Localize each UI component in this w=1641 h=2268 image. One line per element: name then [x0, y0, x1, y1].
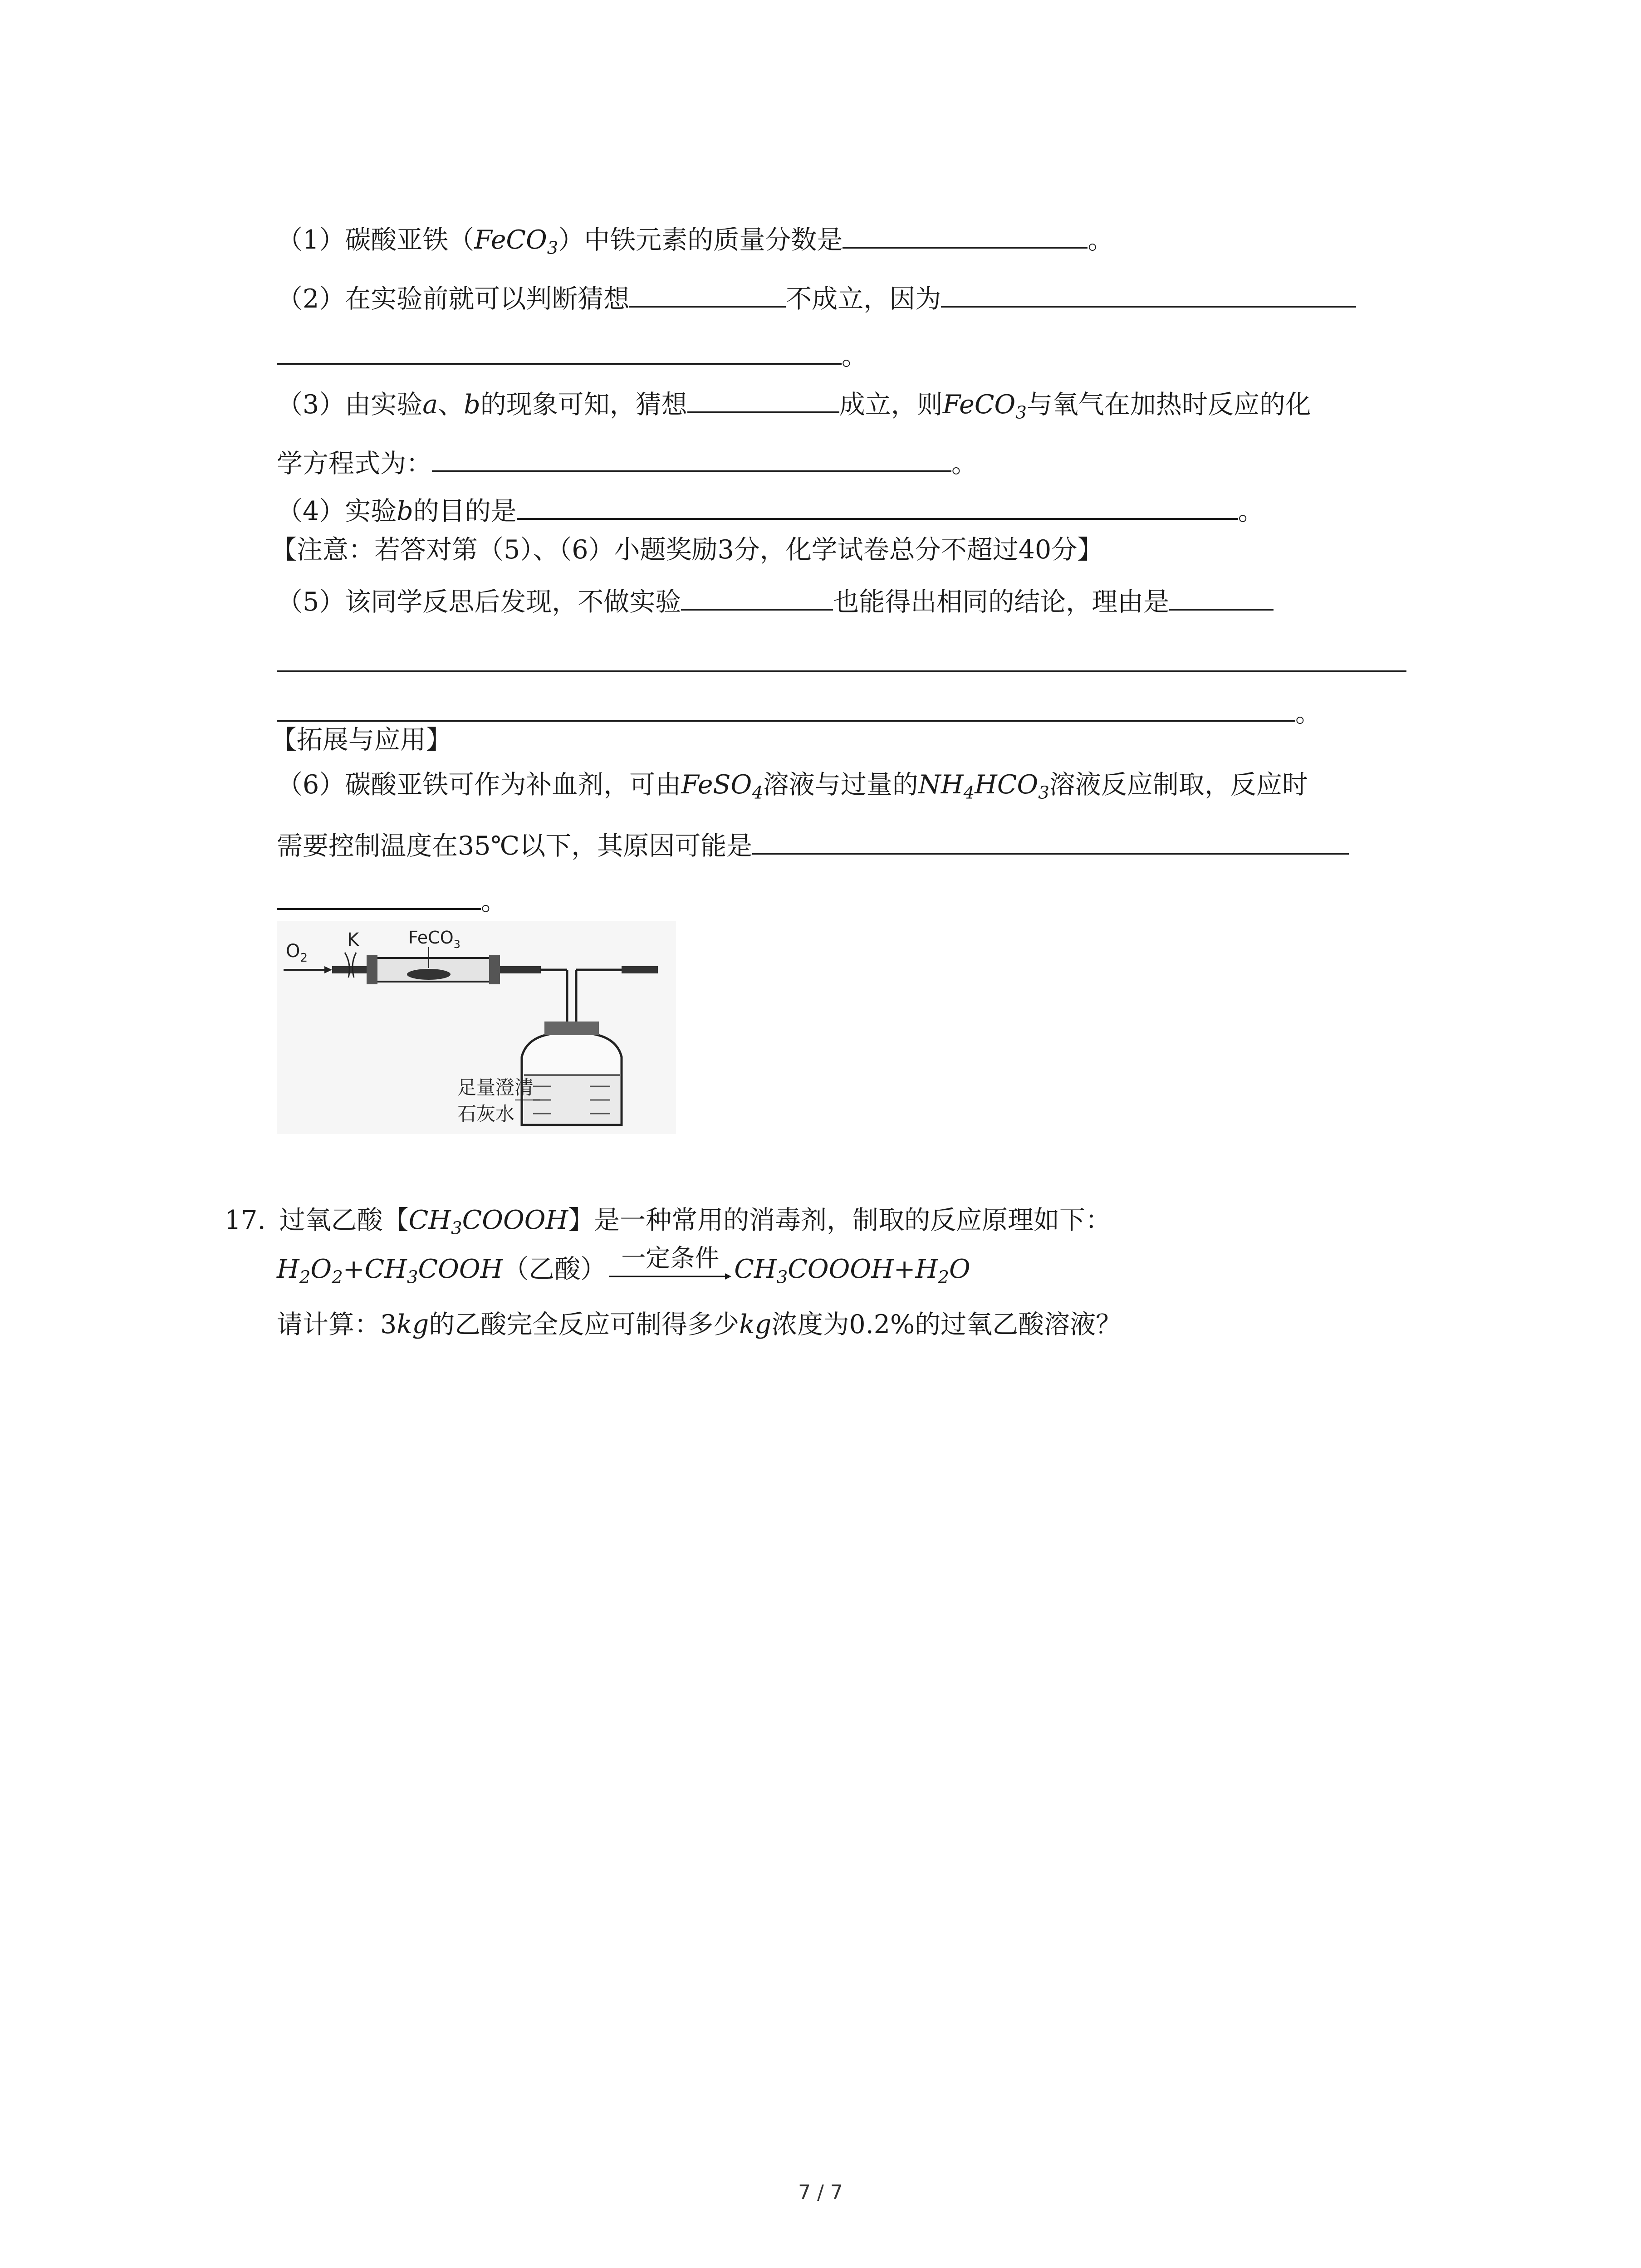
q3-equation-blank[interactable]: [432, 442, 951, 472]
q17-ask-suffix: 浓度为0.2%的过氧乙酸溶液？: [771, 1310, 1122, 1339]
q5-mid: 也能得出相同的结论，理由是: [833, 587, 1170, 617]
q5-end: 。: [1295, 698, 1321, 728]
q4-mid: 的目的是: [413, 496, 517, 526]
question-17: [225, 1202, 1111, 1238]
eq-ch3coooh: $CH_3COOOH$: [734, 1254, 894, 1288]
eq-acetic-note: （乙酸）: [503, 1254, 607, 1284]
q3-end: 。: [951, 449, 977, 479]
eq-plus-1: +: [343, 1254, 365, 1284]
apparatus-diagram: [277, 921, 676, 1134]
q4-var-b: b: [397, 496, 413, 526]
question-4: [277, 490, 1264, 526]
eq-h2o: $H_2O$: [915, 1254, 970, 1288]
bottle-label-line2: 石灰水: [457, 1103, 515, 1125]
q6-reason-blank-cont[interactable]: [277, 880, 481, 910]
q17-prefix: 过氧乙酸【: [279, 1205, 409, 1235]
q5-reason-line-2[interactable]: [277, 670, 1406, 672]
q17-ask-mid: 的乙酸完全反应可制得多少: [429, 1310, 740, 1339]
bonus-note: 【注意：若答对第（5）、（6）小题奖励3分，化学试卷总分不超过40分】: [271, 535, 1103, 565]
q3-sep: 、: [438, 390, 464, 420]
question-6-cont: [277, 825, 1349, 861]
q1-end: 。: [1087, 225, 1114, 255]
q17-ask-prefix: 请计算：3: [277, 1310, 397, 1339]
arrow-right-icon: [609, 1272, 731, 1281]
q3-var-b: b: [464, 390, 480, 420]
q6-line2: 需要控制温度在35℃以下，其原因可能是: [277, 831, 753, 861]
question-2-cont: [277, 335, 867, 371]
q2-reason-blank-cont[interactable]: [277, 335, 842, 365]
eq-h2o2: $H_2O_2$: [277, 1254, 343, 1288]
q2-guess-blank[interactable]: [629, 278, 786, 308]
reaction-arrow: [609, 1244, 731, 1287]
q4-purpose-blank[interactable]: [517, 490, 1238, 520]
q17-number: 17.: [225, 1205, 266, 1235]
feco3-sample: [407, 969, 451, 980]
q6-formula-nh4hco3: $NH_4HCO_3$: [918, 770, 1049, 803]
apparatus-figure: [277, 921, 676, 1134]
question-3: [277, 383, 1311, 423]
q3-formula: FeCO$_3$: [942, 390, 1027, 423]
q3-prefix: （3）由实验: [277, 390, 423, 420]
question-3-cont: [277, 442, 977, 479]
feco3-label: FeCO$_3$: [408, 928, 460, 951]
question-5: [277, 581, 1274, 617]
q6-formula-feso4: FeSO$_4$: [681, 770, 763, 803]
reaction-condition: 一定条件: [621, 1244, 720, 1272]
q17-ask-unit1: kg: [397, 1310, 429, 1339]
question-1: [277, 219, 1114, 259]
q1-answer-blank[interactable]: [843, 219, 1087, 249]
q2-mid: 不成立，因为: [786, 284, 941, 314]
q17-equation: [277, 1244, 970, 1288]
q2-end: 。: [842, 341, 867, 371]
question-6-cont2: [277, 880, 507, 916]
q4-prefix: （4）实验: [277, 496, 397, 526]
q2-prefix: （2）在实验前就可以判断猜想: [277, 284, 630, 314]
q6-mid1: 溶液与过量的: [763, 770, 918, 800]
eq-ch3cooh: $CH_3COOH$: [364, 1254, 503, 1288]
q3-line2: 学方程式为：: [277, 449, 432, 479]
q17-ask: [277, 1306, 1122, 1343]
q3-mid2: 成立，则: [839, 390, 943, 420]
o2-label: $O_2$: [286, 941, 308, 965]
q3-guess-blank[interactable]: [687, 383, 839, 413]
q6-prefix: （6）碳酸亚铁可作为补血剂，可由: [277, 770, 681, 800]
q6-mid2: 溶液反应制取，反应时: [1049, 770, 1308, 800]
q6-end: 。: [481, 886, 507, 916]
q17-formula: $CH_3COOOH$: [408, 1205, 568, 1239]
q5-reason-blank[interactable]: [1169, 581, 1274, 611]
q3-mid3: 与氧气在加热时反应的化: [1026, 390, 1311, 420]
q2-reason-blank[interactable]: [941, 278, 1356, 308]
q1-formula: FeCO$_3$: [474, 225, 558, 259]
q1-prefix: （1）碳酸亚铁（: [277, 225, 475, 255]
q5-experiment-blank[interactable]: [681, 581, 833, 611]
question-2: [277, 278, 1356, 314]
q3-mid1: 的现象可知，猜想: [480, 390, 687, 420]
eq-plus-2: +: [893, 1254, 916, 1284]
q1-suffix: ）中铁元素的质量分数是: [558, 225, 843, 255]
q6-reason-blank[interactable]: [752, 825, 1349, 855]
q4-end: 。: [1238, 496, 1264, 526]
valve-k-label: K: [347, 929, 359, 950]
q17-suffix: 】是一种常用的消毒剂，制取的反应原理如下：: [568, 1205, 1112, 1235]
bottle-label-line1: 足量澄清: [457, 1076, 534, 1099]
q17-ask-unit2: kg: [739, 1310, 772, 1339]
section-extension: 【拓展与应用】: [271, 725, 452, 755]
q5-reason-blank-cont[interactable]: [277, 692, 1295, 722]
page-number: 7 / 7: [798, 2181, 843, 2204]
q3-var-a: a: [422, 390, 438, 420]
question-6: [277, 767, 1308, 803]
q5-prefix: （5）该同学反思后发现，不做实验: [277, 587, 681, 617]
